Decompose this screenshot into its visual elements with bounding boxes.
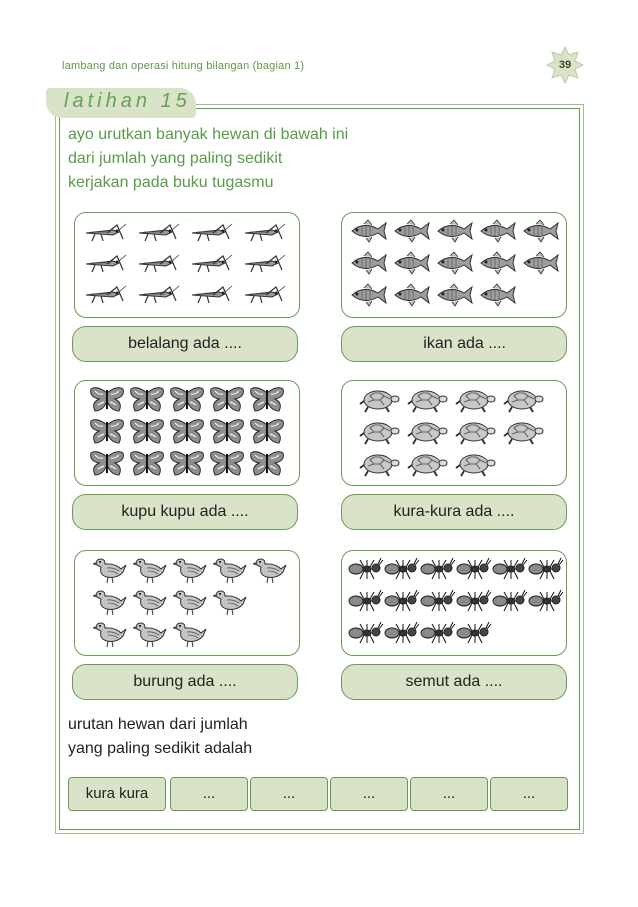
fish-icon [520, 251, 560, 275]
answer-box-2[interactable]: ... [170, 777, 248, 811]
grasshopper-icon [242, 283, 286, 305]
butterfly-icon [249, 417, 285, 445]
butterfly-icon [169, 449, 205, 477]
result-line-1: urutan hewan dari jumlah [68, 716, 248, 733]
instruction-line-1: ayo urutkan banyak hewan di bawah ini [68, 126, 349, 143]
bird-icon [213, 587, 247, 617]
fish-icon [348, 219, 388, 243]
answer-box-5[interactable]: ... [410, 777, 488, 811]
ant-icon [528, 557, 564, 581]
butterfly-icon [129, 417, 165, 445]
butterfly-icon [209, 385, 245, 413]
fish-icon [391, 251, 431, 275]
butterfly-icon [169, 385, 205, 413]
page-number-badge [546, 46, 584, 84]
label-grasshopper: belalang ada .... [72, 326, 298, 362]
butterfly-icon [209, 449, 245, 477]
grasshopper-icon [83, 252, 127, 274]
grasshopper-icon [136, 221, 180, 243]
exercise-title: latihan 15 [64, 90, 191, 112]
ant-icon [420, 557, 456, 581]
bird-icon [93, 555, 127, 585]
fish-icon [434, 219, 474, 243]
ant-icon [420, 589, 456, 613]
ant-icon [456, 589, 492, 613]
butterfly-icon [129, 385, 165, 413]
turtle-icon [406, 419, 448, 445]
butterfly-icon [169, 417, 205, 445]
turtle-icon [358, 387, 400, 413]
label-ant: semut ada .... [341, 664, 567, 700]
result-line-2: yang paling sedikit adalah [68, 740, 253, 757]
bird-icon [253, 555, 287, 585]
label-turtle: kura-kura ada .... [341, 494, 567, 530]
ant-icon [420, 621, 456, 645]
ant-icon [348, 589, 384, 613]
grasshopper-icon [189, 252, 233, 274]
answer-box-1[interactable]: kura kura [68, 777, 166, 811]
ant-icon [348, 557, 384, 581]
ant-icon [528, 589, 564, 613]
fish-icon [477, 283, 517, 307]
panel-turtle [341, 380, 567, 486]
grasshopper-icon [136, 283, 180, 305]
turtle-icon [358, 451, 400, 477]
fish-icon [391, 219, 431, 243]
ant-icon [384, 589, 420, 613]
answer-box-3[interactable]: ... [250, 777, 328, 811]
label-bird: burung ada .... [72, 664, 298, 700]
fish-icon [434, 283, 474, 307]
turtle-icon [454, 419, 496, 445]
panel-bird [74, 550, 300, 656]
bird-icon [173, 555, 207, 585]
butterfly-icon [89, 385, 125, 413]
turtle-icon [454, 387, 496, 413]
grasshopper-icon [189, 221, 233, 243]
butterfly-icon [129, 449, 165, 477]
ant-icon [384, 621, 420, 645]
label-fish [341, 326, 567, 362]
bird-icon [133, 587, 167, 617]
bird-icon [173, 619, 207, 649]
turtle-icon [502, 387, 544, 413]
turtle-icon [358, 419, 400, 445]
panel-ant [341, 550, 567, 656]
turtle-icon [406, 451, 448, 477]
bird-icon [93, 619, 127, 649]
fish-icon [391, 283, 431, 307]
grasshopper-icon [83, 283, 127, 305]
turtle-icon [406, 387, 448, 413]
butterfly-icon [89, 417, 125, 445]
fish-icon [477, 251, 517, 275]
label-fish-text: ikan ada .... [423, 335, 506, 352]
instruction-line-2: dari jumlah yang paling sedikit [68, 150, 283, 167]
butterfly-icon [249, 449, 285, 477]
fish-icon [477, 219, 517, 243]
panel-fish [341, 212, 567, 318]
ant-icon [456, 557, 492, 581]
label-butterfly: kupu kupu ada .... [72, 494, 298, 530]
answer-box-4[interactable]: ... [330, 777, 408, 811]
panel-butterfly [74, 380, 300, 486]
ant-icon [492, 557, 528, 581]
butterfly-icon [209, 417, 245, 445]
bird-icon [93, 587, 127, 617]
grasshopper-icon [83, 221, 127, 243]
bird-icon [133, 619, 167, 649]
ant-icon [456, 621, 492, 645]
fish-icon [348, 251, 388, 275]
grasshopper-icon [242, 221, 286, 243]
panel-grasshopper [74, 212, 300, 318]
page-number: 39 [558, 59, 572, 71]
grasshopper-icon [136, 252, 180, 274]
grasshopper-icon [189, 283, 233, 305]
instruction-line-3: kerjakan pada buku tugasmu [68, 174, 274, 191]
butterfly-icon [89, 449, 125, 477]
ant-icon [384, 557, 420, 581]
butterfly-icon [249, 385, 285, 413]
fish-icon [434, 251, 474, 275]
turtle-icon [502, 419, 544, 445]
fish-icon [348, 283, 388, 307]
answer-box-6[interactable]: ... [490, 777, 568, 811]
bird-icon [133, 555, 167, 585]
ant-icon [492, 589, 528, 613]
bird-icon [173, 587, 207, 617]
chapter-title: lambang dan operasi hitung bilangan (bagian 1) [62, 60, 305, 72]
ant-icon [348, 621, 384, 645]
fish-icon [520, 219, 560, 243]
turtle-icon [454, 451, 496, 477]
grasshopper-icon [242, 252, 286, 274]
bird-icon [213, 555, 247, 585]
